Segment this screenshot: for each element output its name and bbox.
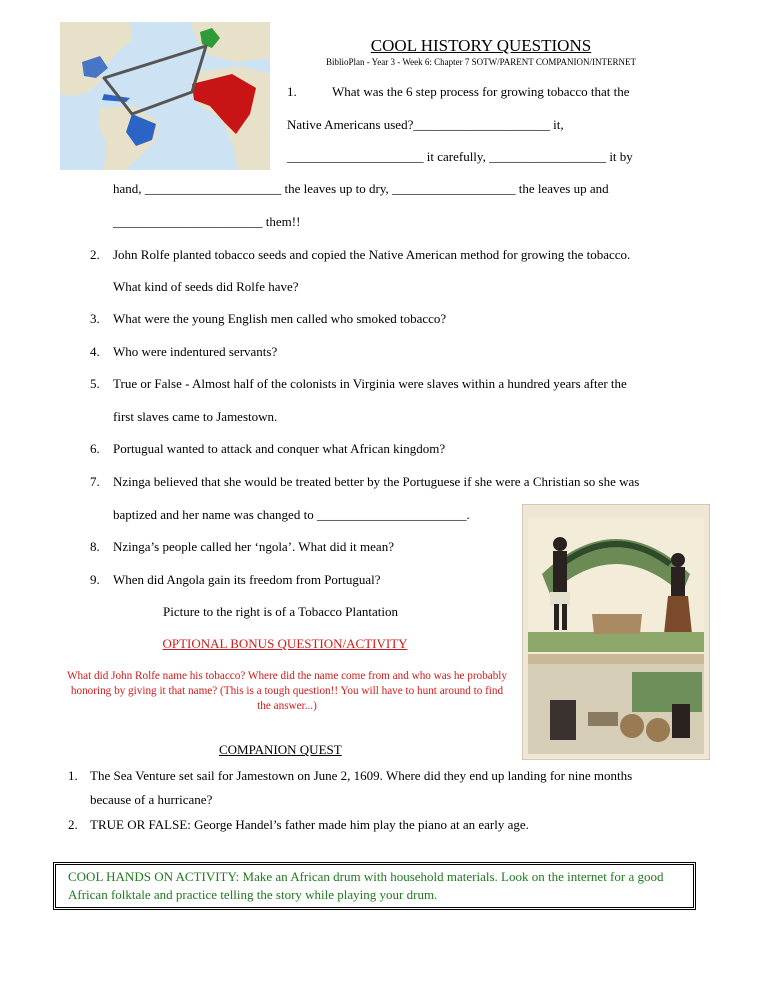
companion-1-line2: because of a hurricane?: [90, 792, 213, 807]
question-5-line1: True or False - Almost half of the colonists in Virginia were slaves within a hundred years after the: [113, 376, 627, 391]
companion-1-number: 1.: [68, 768, 78, 783]
question-1-number: 1.: [287, 84, 297, 99]
question-1-line3: _____________________ it carefully, __________________ it by: [287, 149, 633, 164]
question-9-text: When did Angola gain its freedom from Portugual?: [113, 572, 381, 587]
triangular-trade-map: [60, 22, 270, 170]
question-3-number: 3.: [90, 311, 100, 326]
tobacco-plantation-picture: [522, 504, 710, 760]
question-2-line1: John Rolfe planted tobacco seeds and copied the Native American method for growing the tobacco.: [113, 247, 631, 262]
bonus-text: What did John Rolfe name his tobacco? Where did the name come from and who was he probably honoring by giving it that name? (This is a tough question!! You will have to hunt around to find the answer...): [66, 670, 507, 712]
activity-text: COOL HANDS ON ACTIVITY: Make an African drum with household materials. Look on the internet for a good African folktale and practice telling the story while playing your drum.: [68, 869, 664, 902]
question-5-line2: first slaves came to Jamestown.: [113, 409, 278, 424]
question-7-number: 7.: [90, 474, 100, 489]
companion-quest-title: COMPANION QUEST: [219, 742, 342, 757]
question-7-line2: baptized and her name was changed to _______________________.: [113, 507, 470, 522]
question-7-line1: Nzinga believed that she would be treated better by the Portuguese if she were a Christian so she was: [113, 474, 640, 489]
companion-2-number: 2.: [68, 817, 78, 832]
companion-2-text: TRUE OR FALSE: George Handel’s father made him play the piano at an early age.: [90, 817, 529, 832]
question-8-number: 8.: [90, 539, 100, 554]
companion-1-line1: The Sea Venture set sail for Jamestown on June 2, 1609. Where did they end up landing for nine months: [90, 768, 633, 783]
picture-caption: Picture to the right is of a Tobacco Plantation: [163, 604, 398, 619]
question-6-number: 6.: [90, 441, 100, 456]
bonus-title: OPTIONAL BONUS QUESTION/ACTIVITY: [162, 636, 408, 651]
question-2-line2: What kind of seeds did Rolfe have?: [113, 279, 299, 294]
activity-box: [53, 862, 696, 910]
question-1-line5: _______________________ them!!: [113, 214, 301, 229]
question-6-text: Portugual wanted to attack and conquer what African kingdom?: [113, 441, 446, 456]
question-1-line1: What was the 6 step process for growing tobacco that the: [332, 84, 630, 99]
question-1-line4: hand, _____________________ the leaves up to dry, ___________________ the leaves up and: [113, 181, 609, 196]
question-2-number: 2.: [90, 247, 100, 262]
question-5-number: 5.: [90, 376, 100, 391]
page-title: COOL HISTORY QUESTIONS: [370, 36, 592, 55]
page-subtitle: BiblioPlan - Year 3 - Week 6: Chapter 7 SOTW/PARENT COMPANION/INTERNET: [325, 57, 637, 67]
question-3-text: What were the young English men called who smoked tobacco?: [113, 311, 447, 326]
question-4-number: 4.: [90, 344, 100, 359]
question-1-line2: Native Americans used?_____________________ it,: [287, 117, 564, 132]
question-4-text: Who were indentured servants?: [113, 344, 278, 359]
question-9-number: 9.: [90, 572, 100, 587]
question-8-text: Nzinga’s people called her ‘ngola’. What did it mean?: [113, 539, 394, 554]
